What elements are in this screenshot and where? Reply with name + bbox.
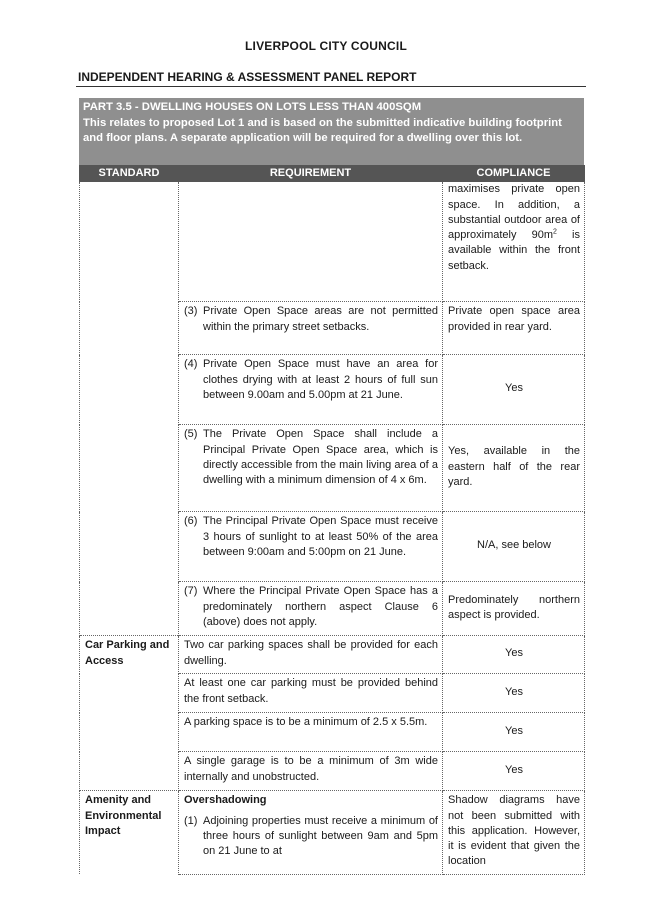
standard-cell [80,512,179,582]
requirement-cell [179,425,443,512]
requirement-cell [179,302,443,355]
table-row [80,582,585,636]
requirement-number: (6) [184,515,198,528]
requirement-number: (5) [184,428,198,441]
header-rule [76,86,586,87]
requirement-text: Private Open Space areas are not permitted within the primary street setbacks. [203,305,438,333]
compliance-cell: Yes [443,674,585,713]
section-banner [79,98,584,165]
standard-cell: Car Parking and Access [80,636,179,674]
header-requirement: REQUIREMENT [179,166,443,182]
compliance-cell: Yes [443,636,585,674]
requirement-cell [179,355,443,425]
requirement-cell: At least one car parking must be provided behind the front setback. [179,674,443,713]
table-row [80,752,585,791]
requirement-text: Where the Principal Private Open Space has a predominately northern aspect Clause 6 (above) does not apply. [203,585,438,628]
header-compliance: COMPLIANCE [443,166,585,182]
table-header-row [80,166,585,182]
requirement-cell: A single garage is to be a minimum of 3m wide internally and unobstructed. [179,752,443,791]
report-title: INDEPENDENT HEARING & ASSESSMENT PANEL REPORT [78,70,417,84]
requirement-cell: Two car parking spaces shall be provided for each dwelling. [179,636,443,674]
standard-cell [80,582,179,636]
standard-cell [80,425,179,512]
requirement-cell: A parking space is to be a minimum of 2.5 x 5.5m. [179,713,443,752]
table-row [80,791,585,874]
table-row [80,302,585,355]
compliance-cell: Private open space area provided in rear yard. [443,302,585,355]
requirement-cell [179,182,443,302]
requirement-number: (7) [184,585,198,598]
compliance-cell: Yes [443,355,585,425]
requirement-number: (3) [184,305,198,318]
compliance-cell: Predominately northern aspect is provided. [443,582,585,636]
requirement-text: Private Open Space must have an area for clothes drying with at least 2 hours of full sun between 9.00am and 5.00pm at 21 June. [203,358,438,401]
standard-cell: Amenity and Environmental Impact [80,791,179,874]
requirement-cell [179,791,443,874]
requirement-text: The Principal Private Open Space must receive 3 hours of sunlight to at least 50% of the area between 9:00am and 5:00pm on 21 June. [203,515,438,558]
table-row [80,713,585,752]
standard-cell [80,182,179,302]
standard-cell [80,713,179,752]
requirement-text: Adjoining properties must receive a minimum of three hours of sunlight between 9am and 5pm on 21 June to at [203,814,438,858]
compliance-table [79,165,585,875]
requirement-subheading: Overshadowing [184,794,267,807]
compliance-cell: N/A, see below [443,512,585,582]
council-name: LIVERPOOL CITY COUNCIL [245,39,407,53]
standard-cell [80,355,179,425]
compliance-cell: Shadow diagrams have not been submitted with this application. However, it is evident that given the location [443,791,585,874]
table-row [80,425,585,512]
table-row [80,674,585,713]
section-title: PART 3.5 - DWELLING HOUSES ON LOTS LESS THAN 400SQM [83,101,422,113]
compliance-cell: Yes [443,713,585,752]
requirement-number: (1) [184,814,198,827]
requirement-number: (4) [184,358,198,371]
table-row [80,355,585,425]
standard-cell [80,302,179,355]
table-row [80,636,585,674]
compliance-cell: maximises private open space. In addition, a substantial outdoor area of approximately $90m^2$ is available within the front setback. [443,182,585,302]
table-row [80,512,585,582]
standard-cell [80,752,179,791]
compliance-cell: Yes [443,752,585,791]
table-row [80,182,585,302]
requirement-cell [179,512,443,582]
standard-cell [80,674,179,713]
header-standard: STANDARD [80,166,179,182]
requirement-text: The Private Open Space shall include a Principal Private Open Space area, which is directly accessible from the main living area of a dwelling with a minimum dimension of 4 x 6m. [203,428,438,487]
compliance-cell: Yes, available in the eastern half of the rear yard. [443,425,585,512]
requirement-cell [179,582,443,636]
section-description: This relates to proposed Lot 1 and is based on the submitted indicative building footprint and floor plans. A separate application will be required for a dwelling over this lot. [83,116,562,144]
